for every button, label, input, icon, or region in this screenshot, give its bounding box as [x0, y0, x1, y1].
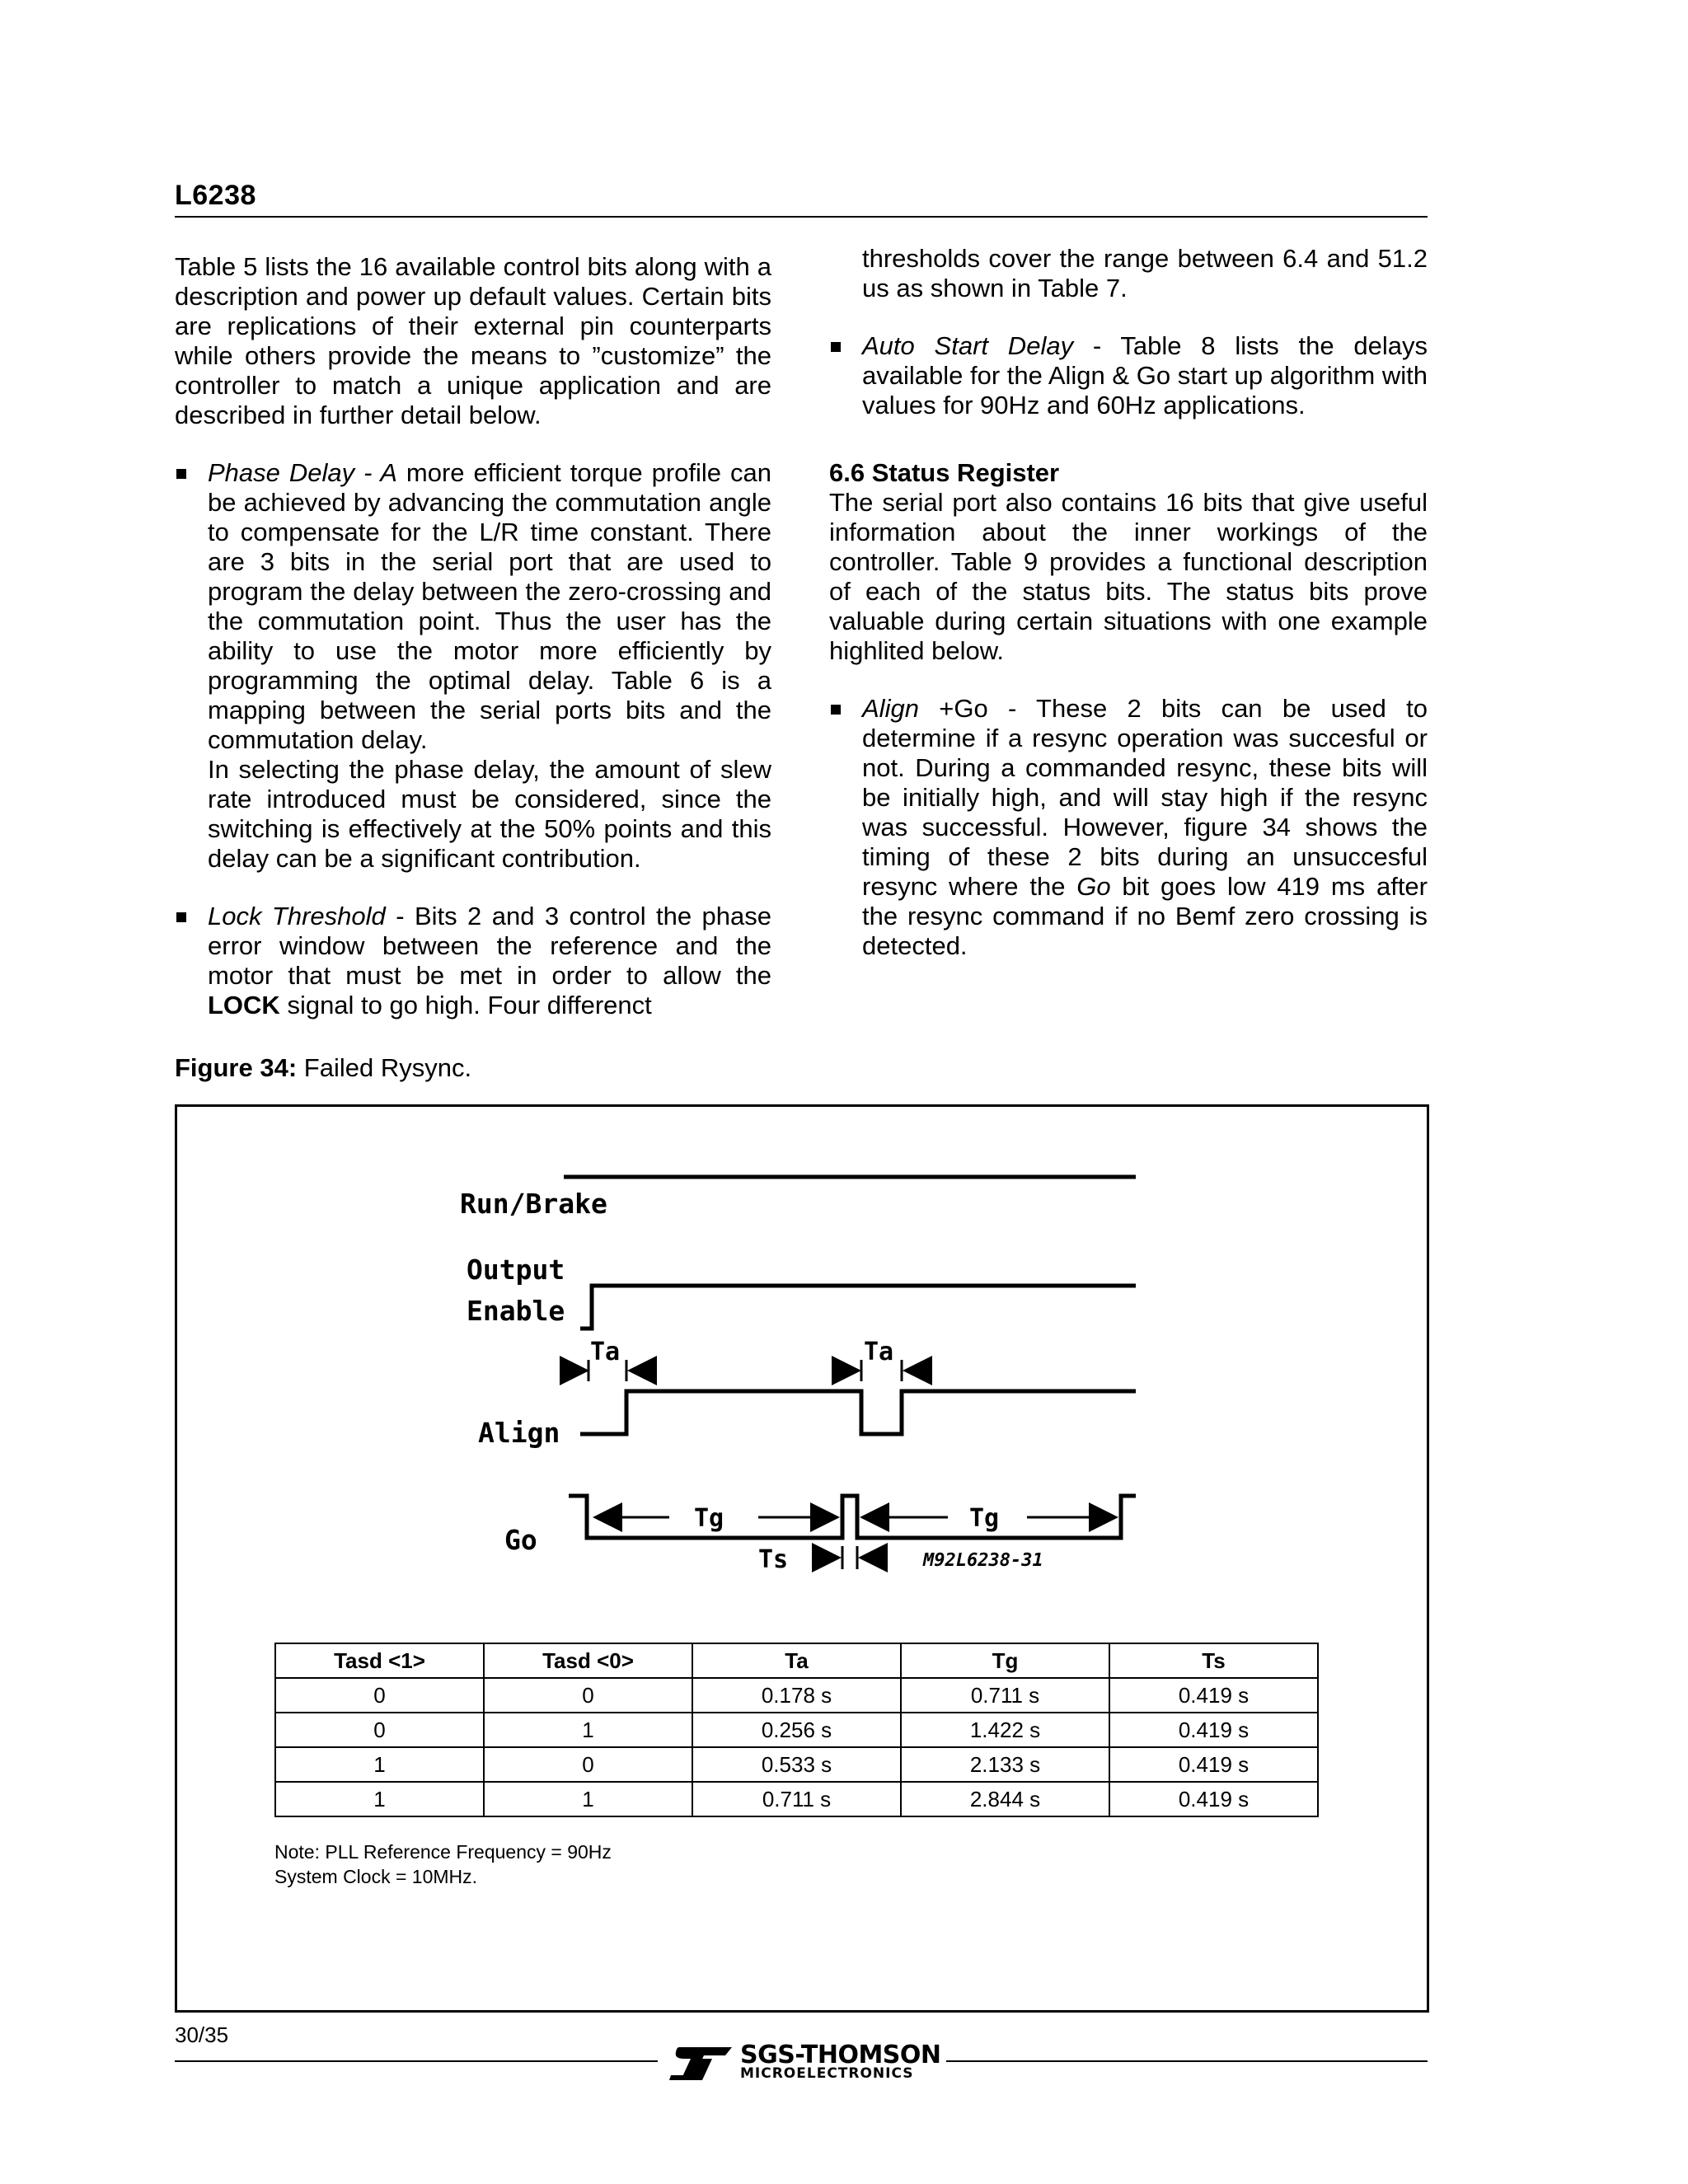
company-subtitle: MICROELECTRONICS	[740, 2065, 914, 2082]
col-header: Ts	[1109, 1643, 1318, 1678]
label-tg-1: Tg	[694, 1504, 724, 1533]
table-cell: 0	[275, 1678, 484, 1713]
section-title: 6.6 Status Register	[829, 458, 1060, 487]
footer-rule-left	[175, 2060, 658, 2062]
label-ta-2: Ta	[864, 1338, 894, 1366]
table-cell: 0.533 s	[692, 1747, 901, 1782]
col-header: Tg	[901, 1643, 1109, 1678]
table-cell: 0.419 s	[1109, 1713, 1318, 1747]
term-phase-delay: Phase Delay - A	[208, 458, 397, 487]
align-go-text: +Go - These 2 bits can be used to determine if a resync operation was succesful or not. During a commanded resync, these bits will be initially high, and will stay high if the resync was successful. However, figure 34 shows the timing of these 2 bits during an unsuccesful resync where the	[862, 694, 1428, 901]
figure-code: M92L6238-31	[923, 1550, 1043, 1571]
term-go: Go	[1076, 872, 1111, 901]
table-row	[275, 1678, 1318, 1713]
table-cell: 0	[484, 1747, 692, 1782]
table-cell: 0.178 s	[692, 1678, 901, 1713]
table-cell: 0.711 s	[692, 1782, 901, 1816]
label-enable: Enable	[467, 1295, 565, 1327]
label-ts: Ts	[758, 1545, 789, 1574]
figure-caption-text: Failed Rysync.	[297, 1053, 472, 1082]
col-header: Tasd <1>	[275, 1643, 484, 1678]
phase-delay-text: more efficient torque profile can be achieved by advancing the commutation angle to compensate for the L/R time constant. There are 3 bits in the serial port that are used to program the delay between the zero-crossing and the commutation point. Thus the user has the ability to use the motor more efficiently by programming the optimal delay. Table 6 is a mapping between the serial ports bits and the commutation delay.	[208, 458, 771, 754]
lock-threshold-text-end: signal to go high. Four differenct	[279, 991, 652, 1019]
table-cell: 0.419 s	[1109, 1782, 1318, 1816]
output-enable-waveform	[580, 1286, 1136, 1329]
col-header: Tasd <0>	[484, 1643, 692, 1678]
table-cell: 1.422 s	[901, 1713, 1109, 1747]
table-header-row	[275, 1643, 1318, 1678]
page-number: 30/35	[175, 2022, 229, 2047]
ts-marker	[821, 1546, 877, 1569]
footer-rule-right	[946, 2060, 1428, 2062]
table-cell: 0.256 s	[692, 1713, 901, 1747]
align-waveform	[580, 1391, 1136, 1434]
lock-threshold-text: - Bits 2 and 3 control the phase error window between the reference and the motor that must be met in order to allow the	[208, 902, 771, 990]
table-row	[275, 1782, 1318, 1816]
align-go-text-end: bit goes low 419 ms after the resync command if no Bemf zero crossing is detected.	[862, 872, 1428, 960]
status-register-paragraph: The serial port also contains 16 bits that give useful information about the inner workings of the controller. Table 9 provides a functional description of each of the status bits. The status bits prove valuable during certain situations with one example highlited below.	[829, 488, 1428, 665]
figure-caption-label: Figure 34:	[175, 1053, 298, 1082]
tasd-table	[274, 1643, 1319, 1817]
table-cell: 0.419 s	[1109, 1678, 1318, 1713]
phase-delay-text2: In selecting the phase delay, the amount of slew rate introduced must be considered, since the switching is effectively at the 50% points and this delay can be a significant contribution.	[208, 755, 771, 873]
table-note	[274, 1840, 612, 1889]
note-line-2: System Clock = 10MHz.	[274, 1866, 478, 1887]
term-align: Align	[862, 694, 919, 723]
label-align: Align	[478, 1417, 560, 1449]
label-run-brake: Run/Brake	[460, 1188, 607, 1220]
label-go: Go	[504, 1524, 537, 1556]
table-cell: 2.844 s	[901, 1782, 1109, 1816]
table-cell: 1	[484, 1782, 692, 1816]
table-cell: 0.711 s	[901, 1678, 1109, 1713]
auto-start-text: - Table 8 lists the delays available for the Align & Go start up algorithm with values for 90Hz and 60Hz applications.	[862, 331, 1428, 419]
table-row	[275, 1713, 1318, 1747]
term-auto-start-delay: Auto Start Delay	[862, 331, 1074, 360]
term-lock-threshold: Lock Threshold	[208, 902, 386, 930]
st-logo-icon	[668, 2044, 734, 2083]
continued-paragraph: thresholds cover the range between 6.4 and 51.2 us as shown in Table 7.	[862, 244, 1428, 302]
table-cell: 2.133 s	[901, 1747, 1109, 1782]
table-cell: 1	[484, 1713, 692, 1747]
company-name: SGS-THOMSON	[740, 2041, 941, 2069]
label-tg-2: Tg	[969, 1504, 1000, 1533]
table-cell: 0.419 s	[1109, 1747, 1318, 1782]
table-cell: 1	[275, 1782, 484, 1816]
table-cell: 0	[484, 1678, 692, 1713]
label-ta-1: Ta	[590, 1338, 621, 1366]
col-header: Ta	[692, 1643, 901, 1678]
table-row	[275, 1747, 1318, 1782]
table-cell: 0	[275, 1713, 484, 1747]
lock-signal-name: LOCK	[208, 991, 280, 1019]
label-output: Output	[467, 1254, 565, 1286]
intro-paragraph: Table 5 lists the 16 available control bits along with a description and power up default values. Certain bits are replications of their external pin counterparts while others provide the means to ”customize” the controller to match a unique application and are described in further detail below.	[175, 252, 771, 429]
document-title: L6238	[175, 180, 256, 211]
table-cell: 1	[275, 1747, 484, 1782]
note-line-1: Note: PLL Reference Frequency = 90Hz	[274, 1841, 612, 1863]
